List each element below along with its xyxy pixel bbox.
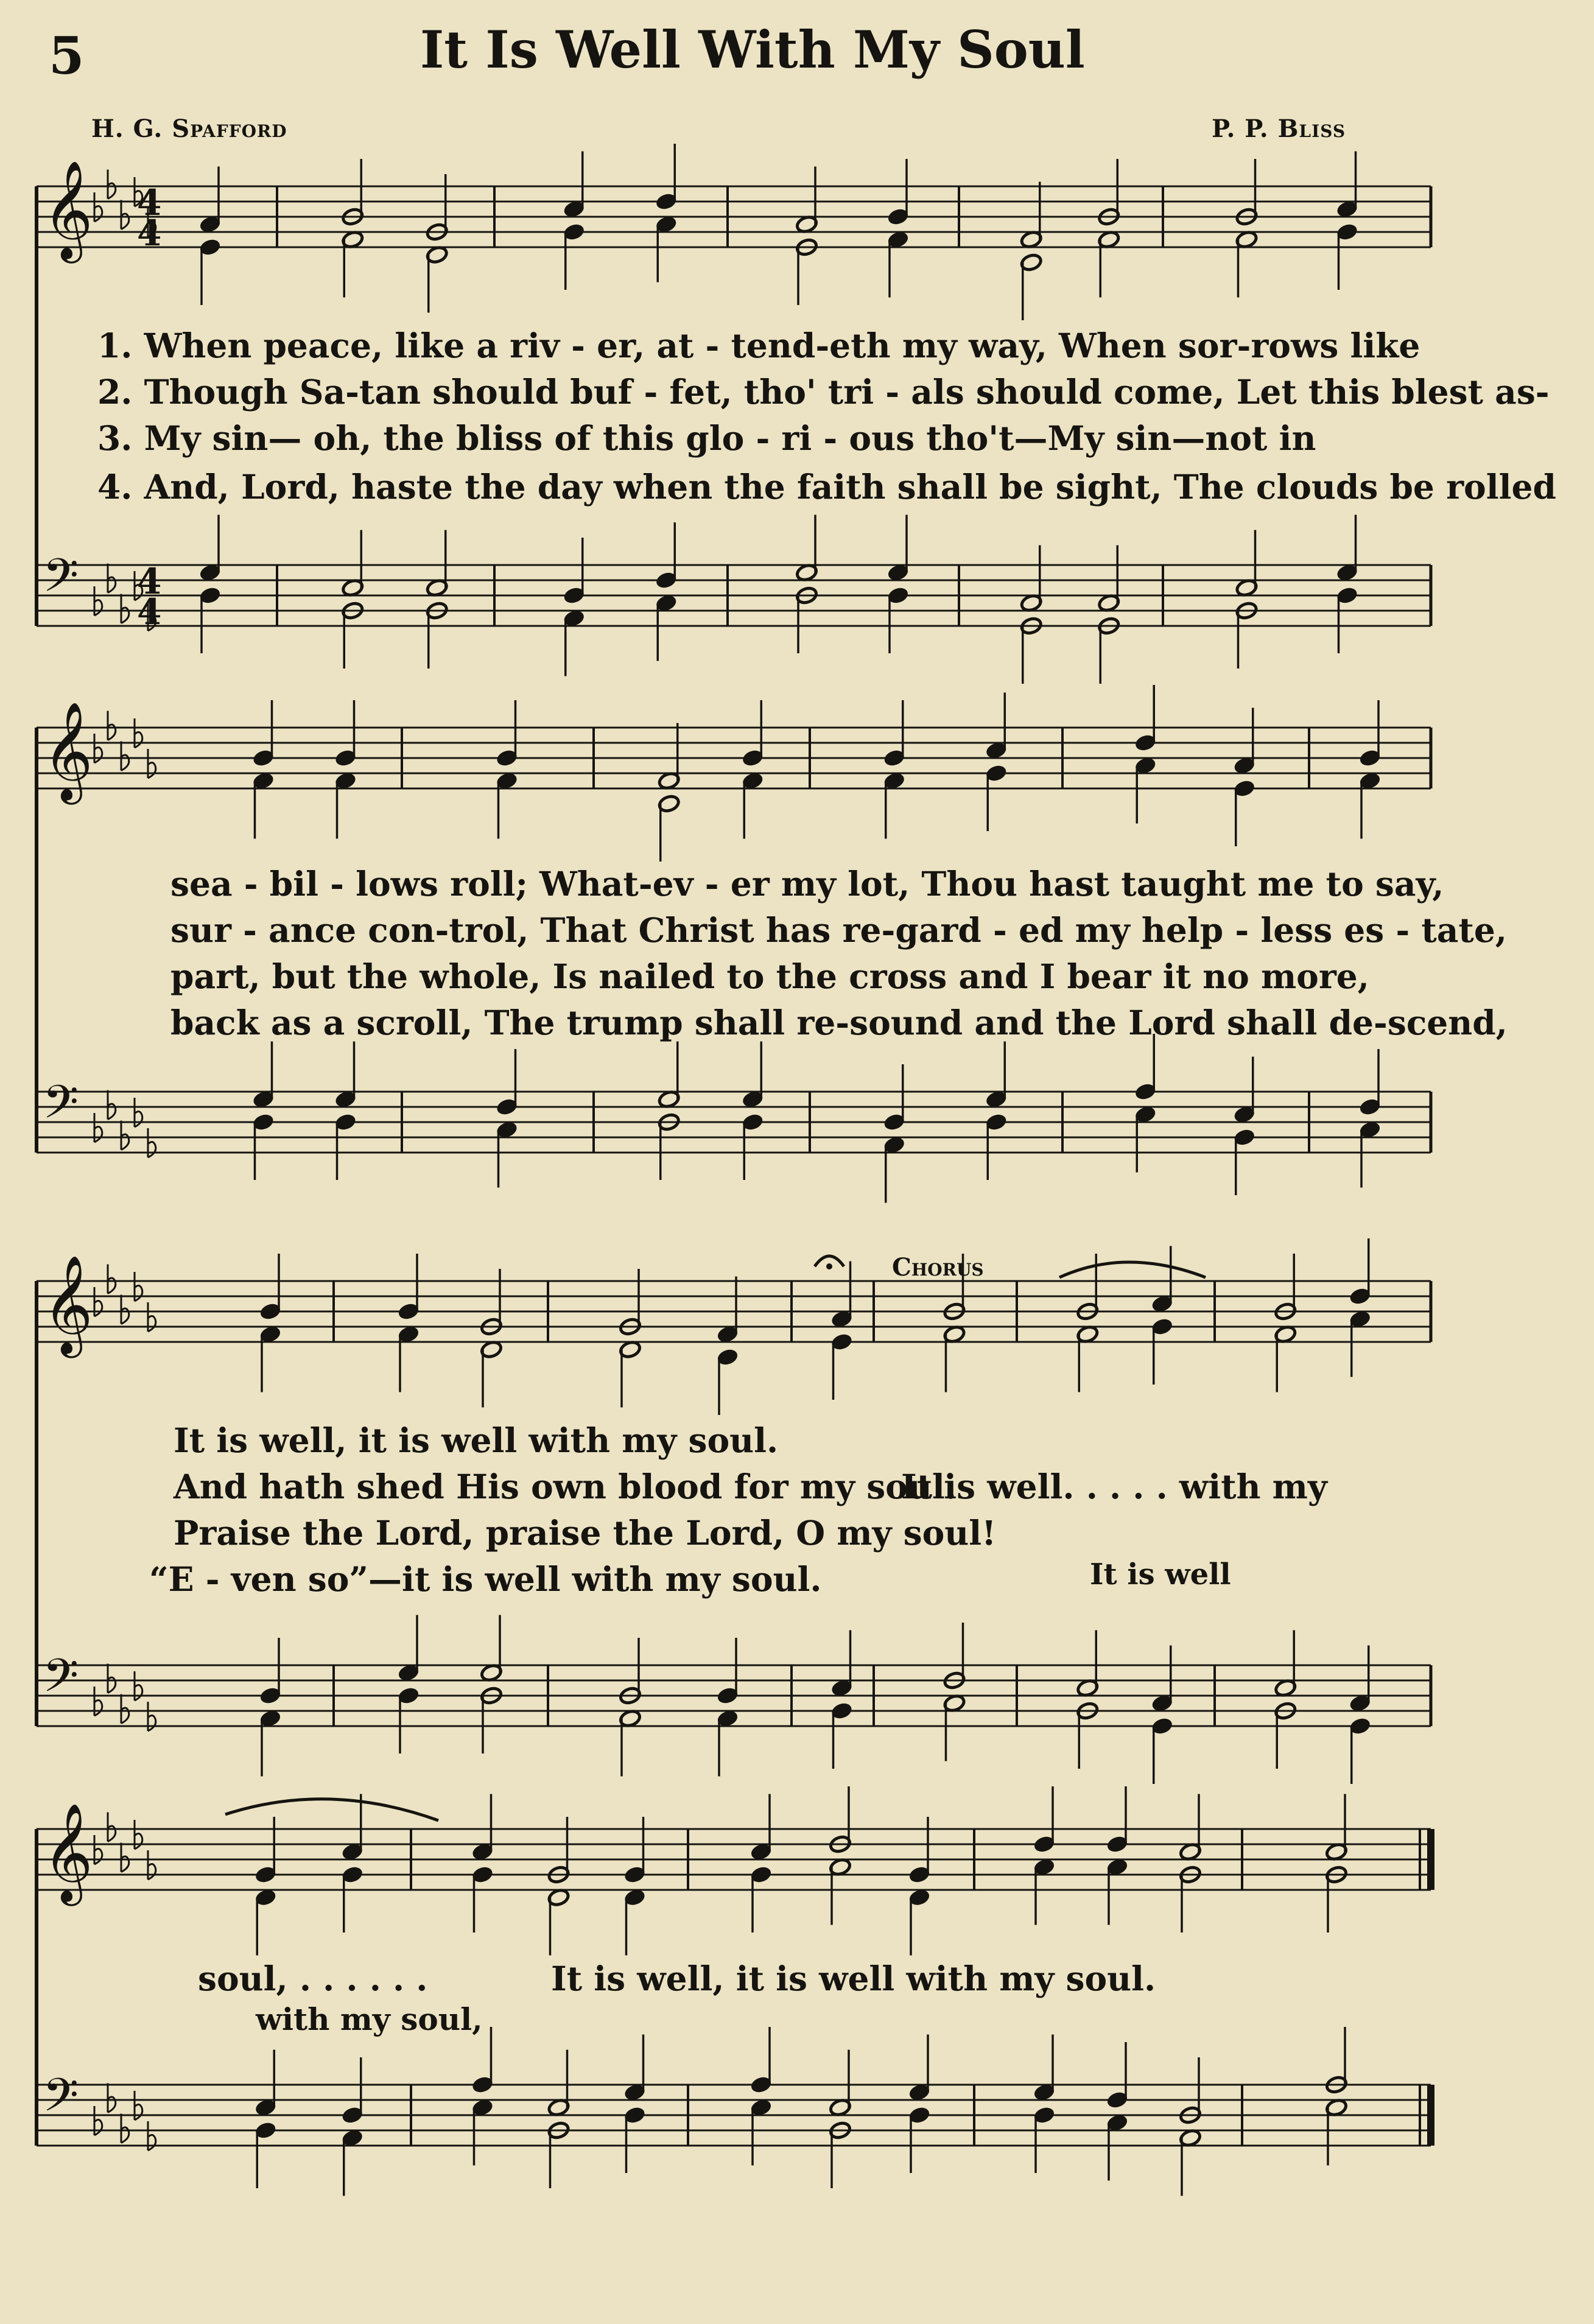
flat-icon bbox=[94, 1301, 102, 1316]
flat-icon bbox=[135, 1285, 142, 1301]
treble-clef-icon: 𝄞 bbox=[43, 1255, 93, 1354]
flat-icon bbox=[94, 1700, 102, 1716]
flat-icon bbox=[94, 2119, 102, 2135]
bass-clef-icon: 𝄢 bbox=[43, 1075, 79, 1140]
lyric-line: “E - ven so”—it is well with my soul. bbox=[149, 1559, 822, 1599]
flat-icon bbox=[94, 206, 102, 222]
treble-clef-icon: 𝄞 bbox=[43, 701, 93, 801]
flat-icon bbox=[135, 1111, 142, 1127]
lyric-line: soul, . . . . . . bbox=[198, 1959, 428, 1998]
flat-icon bbox=[148, 2135, 156, 2150]
time-signature: 4 bbox=[137, 182, 162, 223]
treble-clef-icon: 𝄞 bbox=[43, 1803, 93, 1902]
hymn-number: 5 bbox=[49, 26, 85, 86]
bass-clef-icon: 𝄢 bbox=[43, 549, 79, 614]
flat-icon bbox=[148, 1316, 156, 1332]
flat-icon bbox=[135, 1685, 142, 1701]
lyric-line: 2. Though Sa-tan should buf - fet, tho' tri - als should come, Let this blest as- bbox=[97, 372, 1550, 412]
hymn-title: It Is Well With My Soul bbox=[420, 19, 1085, 80]
chorus-label: Chorus bbox=[892, 1253, 984, 1282]
flat-icon bbox=[135, 2104, 142, 2120]
flat-icon bbox=[94, 600, 102, 616]
flat-icon bbox=[94, 1126, 102, 1142]
flat-icon bbox=[135, 1833, 142, 1849]
lyric-line: sur - ance con-trol, That Christ has re-gard - ed my help - less es - tate, bbox=[170, 910, 1507, 950]
chorus-lyric-line: It is well. . . . . with my bbox=[901, 1467, 1327, 1506]
bass-clef-icon: 𝄢 bbox=[43, 1649, 79, 1714]
lyric-line: with my soul, bbox=[256, 2001, 483, 2037]
flat-icon bbox=[94, 1848, 102, 1864]
flat-icon bbox=[148, 1142, 156, 1157]
lyric-line: sea - bil - lows roll; What-ev - er my lot, Thou hast taught me to say, bbox=[170, 864, 1444, 904]
lyric-line: It is well, it is well with my soul. bbox=[174, 1420, 779, 1460]
lyric-line: 4. And, Lord, haste the day when the faith shall be sight, The clouds be rolled bbox=[97, 467, 1556, 507]
lyric-line: Praise the Lord, praise the Lord, O my soul! bbox=[174, 1513, 997, 1553]
lyric-line: It is well, it is well with my soul. bbox=[551, 1959, 1156, 1998]
lyric-line: back as a scroll, The trump shall re-sound and the Lord shall de-scend, bbox=[170, 1003, 1508, 1042]
fermata-icon bbox=[826, 1263, 832, 1269]
slur bbox=[1059, 1262, 1206, 1277]
lyric-line: part, but the whole, Is nailed to the cross and I bear it no more, bbox=[170, 957, 1369, 996]
bass-clef-icon: 𝄢 bbox=[43, 2068, 79, 2133]
lyric-line: And hath shed His own blood for my soul. bbox=[174, 1467, 957, 1506]
treble-clef-icon: 𝄞 bbox=[43, 160, 93, 259]
slur bbox=[225, 1799, 438, 1820]
lyricist: H. G. Spafford bbox=[91, 114, 287, 143]
lyric-line: 1. When peace, like a riv - er, at - tend-eth my way, When sor-rows like bbox=[97, 326, 1420, 365]
flat-icon bbox=[135, 732, 142, 748]
composer: P. P. Bliss bbox=[1212, 114, 1346, 143]
flat-icon bbox=[148, 1715, 156, 1731]
time-signature: 4 bbox=[137, 561, 162, 602]
flat-icon bbox=[94, 747, 102, 763]
chorus-lyric-line: It is well bbox=[1090, 1557, 1231, 1592]
time-signature: 4 bbox=[137, 591, 162, 633]
flat-icon bbox=[148, 1864, 156, 1880]
lyric-line: 3. My sin— oh, the bliss of this glo - ri - ous tho't—My sin—not in bbox=[97, 418, 1316, 458]
flat-icon bbox=[148, 762, 156, 778]
time-signature: 4 bbox=[137, 212, 162, 254]
